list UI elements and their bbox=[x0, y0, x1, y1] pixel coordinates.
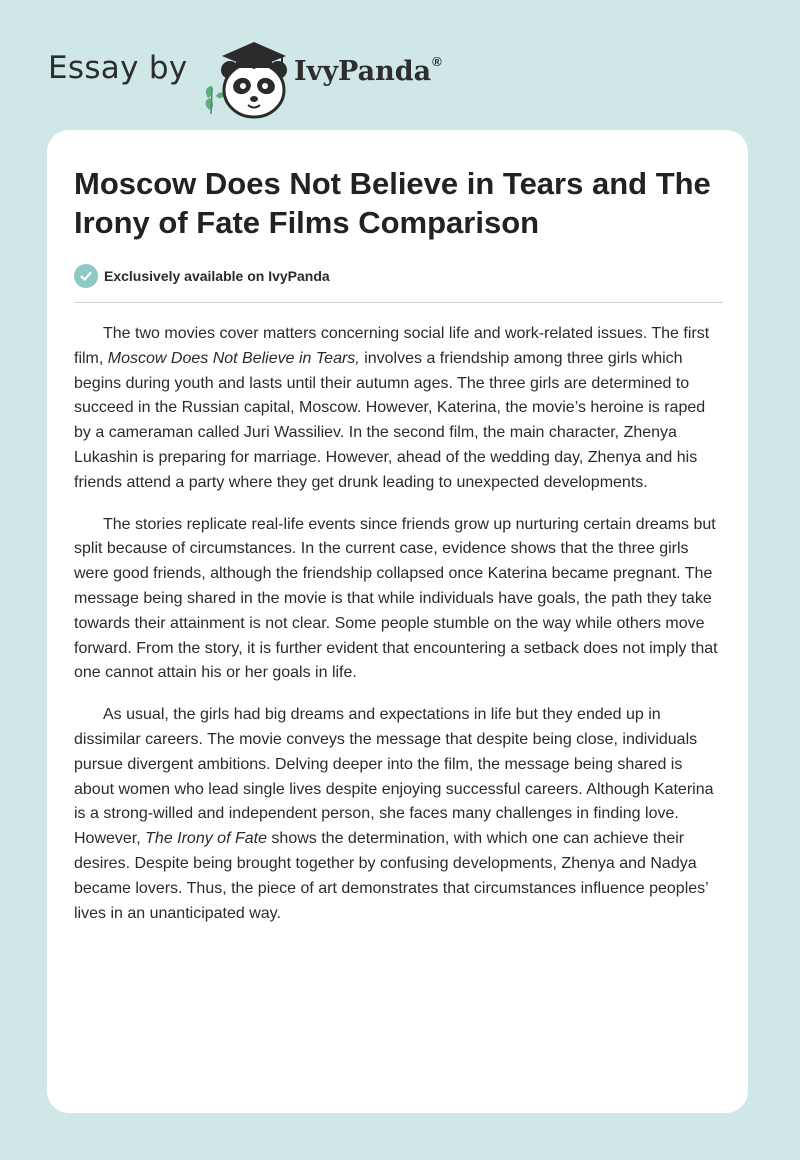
paragraph: As usual, the girls had big dreams and expectations in life but they ended up in dissimilar careers. The movie conveys the message that despite being close, individuals pursue divergent ambitions. Delving deeper into the film, the message being shared is about women who lead single lives despite enjoying successful careers. Although Katerina is a strong-willed and independent person, she faces many challenges in finding love. However, The Irony of Fate shows the determination, with which one can achieve their desires. Despite being brought together by confusing developments, Zhenya and Nadya became lovers. Thus, the piece of art demonstrates that circumstances influence peoples’ lives in an unanticipated way. bbox=[74, 706, 714, 922]
panda-graduate-icon bbox=[202, 36, 302, 120]
registered-mark: ® bbox=[432, 54, 442, 69]
film-title: The Irony of Fate bbox=[145, 830, 267, 848]
check-icon bbox=[74, 264, 98, 288]
badge-label: Exclusively available on IvyPanda bbox=[104, 268, 330, 284]
film-title: Moscow Does Not Believe in Tears, bbox=[107, 349, 360, 367]
paragraph: The two movies cover matters concerning social life and work-related issues. The first film, Moscow Does Not Believe in Tears, involves a friendship among three girls which begins during youth and lasts until their autumn ages. The three girls are determined to succeed in the Russian capital, Moscow. However, Katerina, the movie’s heroine is raped by a cameraman called Juri Wassiliev. In the second film, the main character, Zhenya Lukashin is preparing for marriage. However, ahead of the wedding day, Zhenya and his friends attend a party where they get drunk leading to unexpected developments. bbox=[74, 325, 710, 491]
site-header bbox=[48, 28, 508, 118]
page-title: Moscow Does Not Believe in Tears and The Irony of Fate Films Comparison bbox=[74, 166, 711, 240]
brand-name[interactable]: IvyPanda® bbox=[294, 54, 442, 87]
essay-by-label: Essay by bbox=[48, 50, 188, 86]
divider bbox=[74, 302, 723, 303]
essay-card bbox=[47, 130, 748, 1113]
paragraph: The stories replicate real-life events since friends grow up nurturing certain dreams but split because of circumstances. In the current case, evidence shows that the three girls were good friends, although the friendship collapsed once Katerina became pregnant. The message being shared in the movie is that while individuals have goals, the path they take towards their attainment is not clear. Some people stumble on the way while others move forward. From the story, it is further evident that encountering a setback does not imply that one cannot attain his or her goals in life. bbox=[74, 515, 718, 682]
exclusive-badge bbox=[74, 263, 330, 289]
essay-body bbox=[74, 322, 724, 943]
